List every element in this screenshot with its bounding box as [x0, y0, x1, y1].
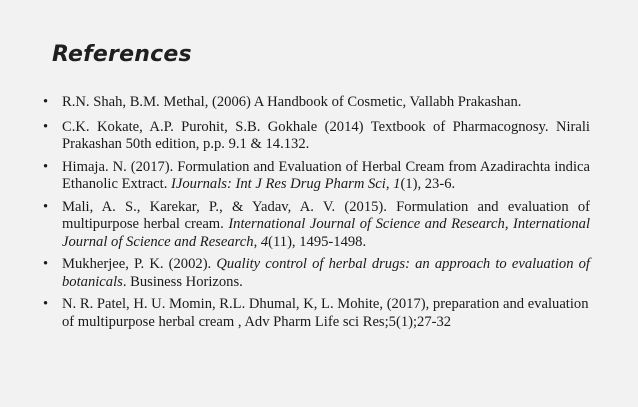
slide-title: References — [52, 42, 192, 67]
reference-item-2 — [40, 119, 590, 154]
reference-text: Mukherjee, P. K. (2002). — [62, 256, 217, 272]
reference-text: , — [385, 176, 394, 192]
journal-volume: 1 — [393, 176, 401, 192]
reference-item-6 — [40, 296, 590, 331]
reference-text: Himaja. N. (2017). Formulation and Evaluation of Herbal Cream from Azadirachta indica Ethanolic Extract. — [62, 158, 590, 192]
reference-item-1 — [40, 94, 590, 112]
reference-item-5 — [40, 256, 590, 291]
reference-text: (11), 1495-1498. — [268, 233, 367, 250]
reference-text: , — [253, 233, 261, 250]
journal-title: International Journal of Science and Research, International Journal of Science and Research — [62, 216, 591, 250]
reference-item-3 — [40, 159, 590, 194]
journal-volume: 4 — [260, 233, 269, 250]
journal-title: IJournals: Int J Res Drug Pharm Sci — [171, 176, 386, 192]
reference-text: Mali, A. S., Karekar, P., & Yadav, A. V. (2015). Formulation and evaluation of multipurpose herbal cream. — [62, 198, 590, 232]
book-title: Quality control of herbal drugs: an approach to evaluation of botanicals — [62, 256, 590, 290]
reference-text: . Business Horizons. — [122, 273, 243, 290]
reference-item-4 — [40, 199, 590, 252]
reference-text: C.K. Kokate, A.P. Purohit, S.B. Gokhale (2014) Textbook of Pharmacognosy. Nirali Prakashan 50th edition, p.p. 9.1 & 14.132. — [62, 118, 590, 152]
reference-text: (1), 23-6. — [400, 176, 456, 192]
reference-text: R.N. Shah, B.M. Methal, (2006) A Handbook of Cosmetic, Vallabh Prakashan. — [62, 94, 522, 110]
references-list — [40, 94, 590, 338]
reference-text: N. R. Patel, H. U. Momin, R.L. Dhumal, K, L. Mohite, (2017), preparation and evaluation of multipurpose herbal cream , Adv Pharm Life sci Res;5(1);27-32 — [62, 296, 589, 330]
